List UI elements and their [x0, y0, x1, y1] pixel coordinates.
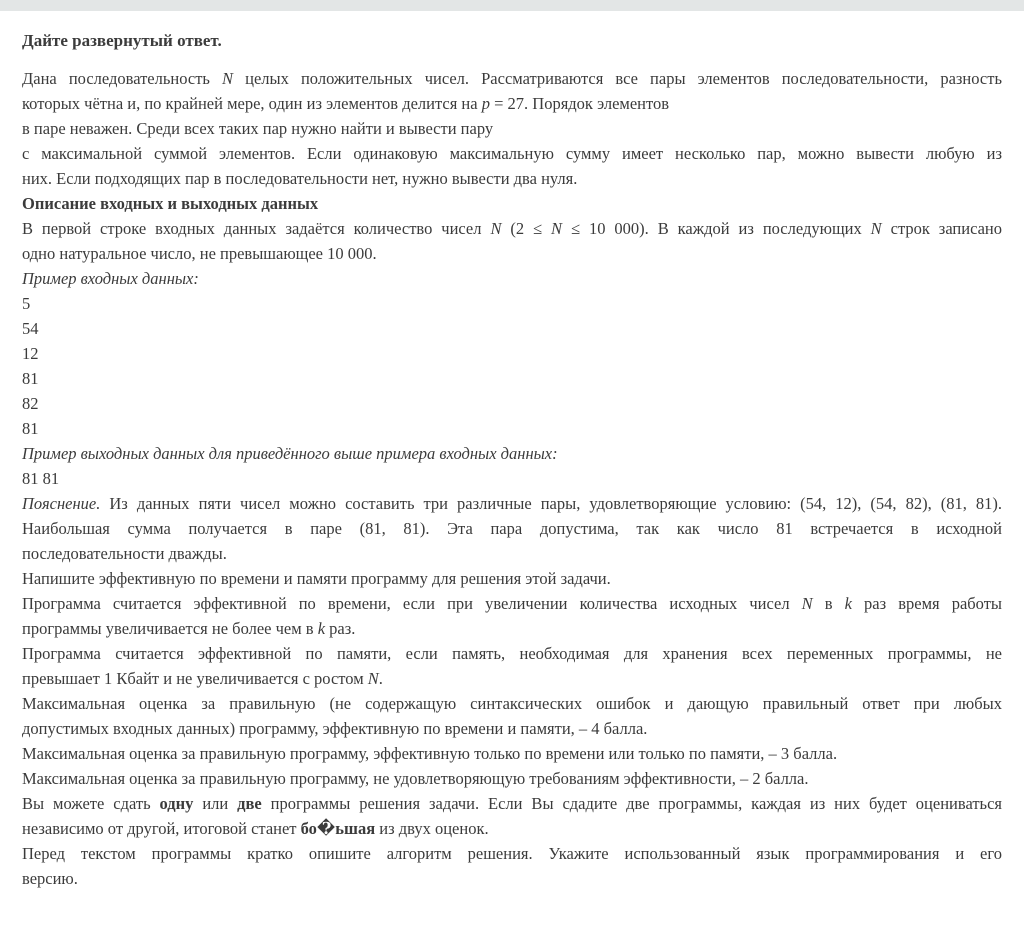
text-run: k: [317, 619, 326, 638]
text-run: целых положительных чисел. Рассматриваются все пары элементов последовательности, разность: [233, 69, 1002, 88]
text-line: [22, 616, 1002, 641]
text-run: 12: [22, 344, 39, 363]
text-run: 54: [22, 319, 39, 338]
text-run: или: [193, 794, 238, 813]
text-line: [22, 491, 1002, 516]
text-line: [22, 741, 1002, 766]
page-title: Дайте развернутый ответ.: [22, 31, 222, 50]
text-line: [22, 716, 1002, 741]
text-run: N: [222, 69, 234, 88]
text-run: с максимальной суммой элементов. Если одинаковую максимальную сумму имеет несколько пар, можно вывести любую из: [22, 144, 1002, 163]
text-run: Наибольшая сумма получается в паре (81, 81). Эта пара допустима, так как число 81 встречается в исходной: [22, 519, 1002, 538]
text-run: превышает 1 Кбайт и не увеличивается с ростом: [22, 669, 368, 688]
text-run: Пример входных данных:: [22, 269, 199, 288]
text-line: [22, 766, 1002, 791]
text-run: N: [367, 669, 379, 688]
text-run: раз.: [325, 619, 356, 638]
text-line: [22, 666, 1002, 691]
text-run: .: [378, 669, 383, 688]
text-line: [22, 141, 1002, 166]
text-run: в паре неважен. Среди всех таких пар нужно найти и вывести пару: [22, 119, 494, 138]
text-run: программы решения задачи. Если Вы сдадите две программы, каждая из них будет оцениваться: [261, 794, 1002, 813]
text-run: последовательности дважды.: [22, 544, 227, 563]
text-run: Описание входных и выходных данных: [22, 194, 319, 213]
text-line: [22, 341, 1002, 366]
text-run: допустимых входных данных) программу, эффективную по времени и памяти, – 4 балла.: [22, 719, 648, 738]
text-line: [22, 841, 1002, 866]
text-line: [22, 441, 1002, 466]
text-line: [22, 816, 1002, 841]
text-run: одно натуральное число, не превышающее 10 000.: [22, 244, 377, 263]
text-run: Максимальная оценка за правильную программу, не удовлетворяющую требованиям эффективности, – 2 балла.: [22, 769, 809, 788]
text-run: = 27. Порядок элементов: [489, 94, 670, 113]
text-line: [22, 516, 1002, 541]
text-line: [22, 241, 1002, 266]
text-run: Перед текстом программы кратко опишите алгоритм решения. Укажите использованный язык программирования и его: [22, 844, 1002, 863]
text-run: Максимальная оценка за правильную программу, эффективную только по времени или только по памяти, – 3 балла.: [22, 744, 838, 763]
text-line: [22, 291, 1002, 316]
text-line: [22, 566, 1002, 591]
text-run: ≤ 10 000). В каждой из последующих: [562, 219, 871, 238]
text-run: N: [490, 219, 502, 238]
text-run: Пояснение.: [22, 494, 101, 513]
text-run: Максимальная оценка за правильную (не содержащую синтаксических ошибок и дающую правильный ответ при любых: [22, 694, 1002, 713]
text-run: бо�ьшая: [300, 819, 376, 838]
text-run: две: [237, 794, 262, 813]
text-run: 81 81: [22, 469, 60, 488]
text-run: k: [844, 594, 852, 613]
text-line: [22, 466, 1002, 491]
document: [0, 11, 1024, 891]
text-run: N: [801, 594, 813, 613]
text-run: 5: [22, 294, 31, 313]
text-run: них. Если подходящих пар в последовательности нет, нужно вывести два нуля.: [22, 169, 578, 188]
text-run: Из данных пяти чисел можно составить три различные пары, удовлетворяющие условию: (54, 12), (54, 82), (81, 81).: [100, 494, 1002, 513]
text-run: одну: [159, 794, 194, 813]
text-run: Программа считается эффективной по времени, если при увеличении количества исходных чисел: [22, 594, 802, 613]
text-run: раз время работы: [851, 594, 1002, 613]
text-line: [22, 216, 1002, 241]
text-line: [22, 866, 1002, 891]
text-line: [22, 366, 1002, 391]
text-run: 81: [22, 369, 39, 388]
text-line: [22, 391, 1002, 416]
text-line: [22, 541, 1002, 566]
text-line: [22, 91, 1002, 116]
text-run: Напишите эффективную по времени и памяти программу для решения этой задачи.: [22, 569, 611, 588]
text-run: программы увеличивается не более чем в: [22, 619, 318, 638]
document-body: [22, 66, 1002, 891]
text-run: 81: [22, 419, 39, 438]
text-run: в: [812, 594, 845, 613]
text-line: [22, 791, 1002, 816]
top-bar: [0, 0, 1024, 11]
text-line: [22, 316, 1002, 341]
text-run: p: [481, 94, 490, 113]
text-line: [22, 591, 1002, 616]
text-run: из двух оценок.: [375, 819, 489, 838]
text-line: [22, 116, 1002, 141]
text-run: Программа считается эффективной по памяти, если память, необходимая для хранения всех переменных программы, не: [22, 644, 1002, 663]
text-line: [22, 191, 1002, 216]
text-run: версию.: [22, 869, 78, 888]
text-run: Пример выходных данных для приведённого выше примера входных данных:: [22, 444, 558, 463]
text-run: В первой строке входных данных задаётся количество чисел: [22, 219, 491, 238]
text-run: которых чётна и, по крайней мере, один из элементов делится на: [22, 94, 482, 113]
text-run: Вы можете сдать: [22, 794, 160, 813]
text-run: (2 ≤: [501, 219, 552, 238]
text-line: [22, 641, 1002, 666]
text-line: [22, 691, 1002, 716]
text-run: N: [870, 219, 882, 238]
text-run: Дана последовательность: [22, 69, 223, 88]
text-run: независимо от другой, итоговой станет: [22, 819, 301, 838]
text-line: [22, 166, 1002, 191]
text-run: строк записано: [881, 219, 1003, 238]
text-line: [22, 416, 1002, 441]
text-run: N: [551, 219, 563, 238]
text-line: [22, 266, 1002, 291]
text-line: [22, 66, 1002, 91]
text-run: 82: [22, 394, 39, 413]
